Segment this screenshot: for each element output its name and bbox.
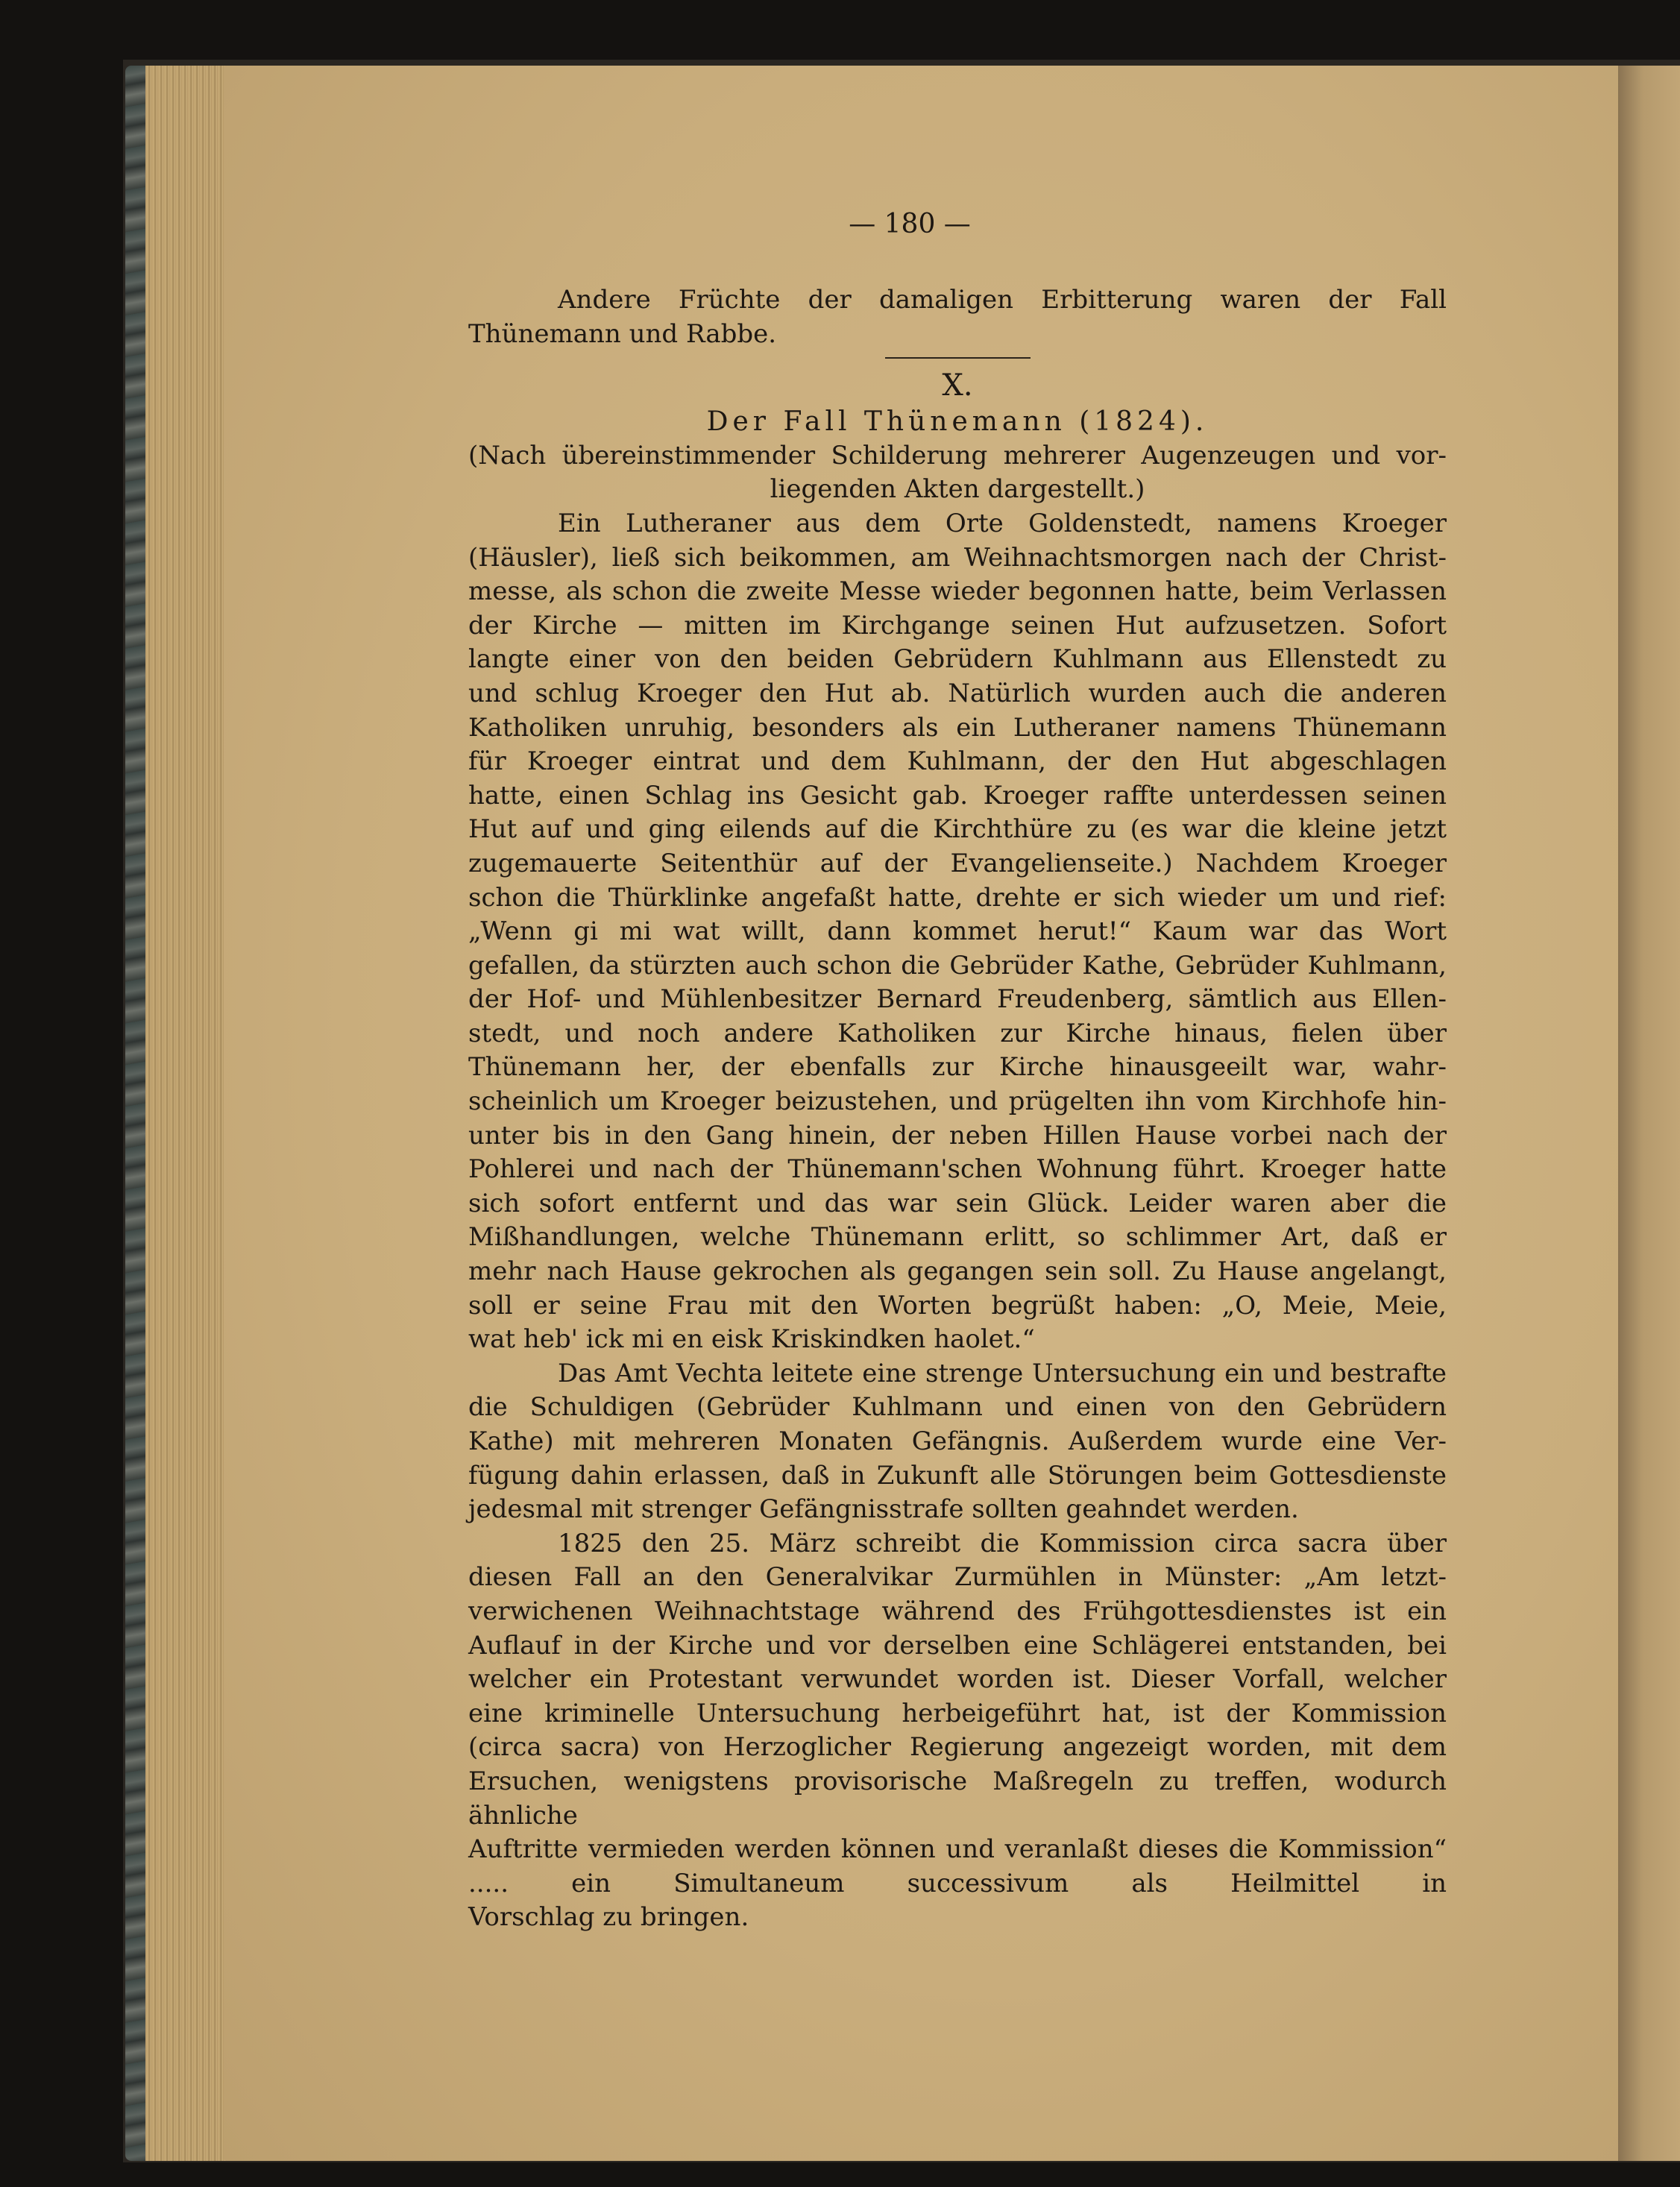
section-subtitle-line-1: (Nach übereinstimmender Schilderung mehrerer Augenzeugen und vor- bbox=[468, 440, 1447, 471]
body-line: und schlug Kroeger den Hut ab. Natürlich wurden auch die anderen bbox=[468, 678, 1447, 708]
body-line: Pohlerei und nach der Thünemann'schen Wohnung führt. Kroeger hatte bbox=[468, 1154, 1447, 1185]
page-number: — 180 — bbox=[849, 209, 971, 239]
body-line: Das Amt Vechta leitete eine strenge Untersuchung ein und bestrafte bbox=[558, 1358, 1447, 1388]
body-line: schon die Thürklinke angefaßt hatte, drehte er sich wieder um und rief: bbox=[468, 882, 1447, 913]
body-line: eine kriminelle Untersuchung herbeigeführt hat, ist der Kommission bbox=[468, 1698, 1447, 1728]
body-line: Ein Lutheraner aus dem Orte Goldenstedt, namens Kroeger bbox=[558, 508, 1447, 538]
body-line: (circa sacra) von Herzoglicher Regierung angezeigt worden, mit dem bbox=[468, 1732, 1447, 1763]
intro-line-2: Thünemann und Rabbe. bbox=[468, 318, 777, 349]
section-title: Der Fall Thünemann (1824). bbox=[706, 406, 1209, 438]
section-numeral: X. bbox=[942, 368, 973, 403]
body-line: gefallen, da stürzten auch schon die Gebrüder Kathe, Gebrüder Kuhlmann, bbox=[468, 950, 1447, 981]
book-gutter bbox=[1618, 66, 1680, 2161]
body-line: sich sofort entfernt und das war sein Glück. Leider waren aber die bbox=[468, 1188, 1447, 1218]
body-line: scheinlich um Kroeger beizustehen, und prügelten ihn vom Kirchhofe hin- bbox=[468, 1086, 1447, 1117]
body-line: diesen Fall an den Generalvikar Zurmühlen in Münster: „Am letzt- bbox=[468, 1562, 1447, 1593]
body-line: (Häusler), ließ sich beikommen, am Weihnachtsmorgen nach der Christ- bbox=[468, 542, 1447, 573]
body-line: hatte, einen Schlag ins Gesicht gab. Kroeger raffte unterdessen seinen bbox=[468, 780, 1447, 811]
page-text bbox=[468, 283, 1447, 1935]
body-line: soll er seine Frau mit den Worten begrüßt haben: „O, Meie, Meie, bbox=[468, 1290, 1447, 1321]
body-line: Mißhandlungen, welche Thünemann erlitt, so schlimmer Art, daß er bbox=[468, 1222, 1447, 1253]
page-edges bbox=[145, 66, 235, 2161]
body-line: stedt, und noch andere Katholiken zur Kirche hinaus, fielen über bbox=[468, 1018, 1447, 1048]
body-line: jedesmal mit strenger Gefängnisstrafe sollten geahndet werden. bbox=[468, 1494, 1299, 1525]
body-line: zugemauerte Seitenthür auf der Evangelienseite.) Nachdem Kroeger bbox=[468, 848, 1447, 878]
body-line: Hut auf und ging eilends auf die Kirchthüre zu (es war die kleine jetzt bbox=[468, 814, 1447, 845]
body-line: Thünemann her, der ebenfalls zur Kirche hinausgeeilt war, wahr- bbox=[468, 1052, 1447, 1083]
body-line: wat heb' ick mi en eisk Kriskindken haolet.“ bbox=[468, 1324, 1035, 1355]
section-divider bbox=[885, 357, 1031, 359]
body-line: für Kroeger eintrat und dem Kuhlmann, der den Hut abgeschlagen bbox=[468, 746, 1447, 777]
body-line: Auflauf in der Kirche und vor derselben eine Schlägerei entstanden, bei bbox=[468, 1630, 1447, 1661]
body-line: messe, als schon die zweite Messe wieder begonnen hatte, beim Verlassen bbox=[468, 576, 1447, 607]
body-line: fügung dahin erlassen, daß in Zukunft alle Störungen beim Gottesdienste bbox=[468, 1460, 1447, 1491]
body-line: „Wenn gi mi wat willt, dann kommet herut!“ Kaum war das Wort bbox=[468, 916, 1447, 947]
body-line: unter bis in den Gang hinein, der neben Hillen Hause vorbei nach der bbox=[468, 1120, 1447, 1151]
body-line: Auftritte vermieden werden können und veranlaßt dieses die Kommission“ bbox=[468, 1834, 1447, 1865]
body-line: 1825 den 25. März schreibt die Kommission circa sacra über bbox=[558, 1528, 1447, 1558]
body-line: der Hof- und Mühlenbesitzer Bernard Freudenberg, sämtlich aus Ellen- bbox=[468, 984, 1447, 1015]
body-line: langte einer von den beiden Gebrüdern Kuhlmann aus Ellenstedt zu bbox=[468, 644, 1447, 675]
body-line: Vorschlag zu bringen. bbox=[468, 1902, 749, 1933]
body-line: welcher ein Protestant verwundet worden ist. Dieser Vorfall, welcher bbox=[468, 1664, 1447, 1695]
intro-line-1: Andere Früchte der damaligen Erbitterung waren der Fall bbox=[558, 285, 1447, 315]
body-line: Katholiken unruhig, besonders als ein Lutheraner namens Thünemann bbox=[468, 712, 1447, 743]
body-line: verwichenen Weihnachtstage während des Frühgottesdienstes ist ein bbox=[468, 1596, 1447, 1626]
body-line: Ersuchen, wenigstens provisorische Maßregeln zu treffen, wodurch ähnliche bbox=[468, 1766, 1447, 1831]
body-line: mehr nach Hause gekrochen als gegangen sein soll. Zu Hause angelangt, bbox=[468, 1256, 1447, 1287]
body-line: Kathe) mit mehreren Monaten Gefängnis. Außerdem wurde eine Ver- bbox=[468, 1426, 1447, 1456]
body-line: die Schuldigen (Gebrüder Kuhlmann und einen von den Gebrüdern bbox=[468, 1392, 1447, 1423]
body-line: der Kirche — mitten im Kirchgange seinen Hut aufzusetzen. Sofort bbox=[468, 610, 1447, 641]
body-line: ..... ein Simultaneum successivum als Heilmittel in bbox=[468, 1868, 1447, 1898]
section-subtitle-line-2: liegenden Akten dargestellt.) bbox=[770, 474, 1145, 505]
